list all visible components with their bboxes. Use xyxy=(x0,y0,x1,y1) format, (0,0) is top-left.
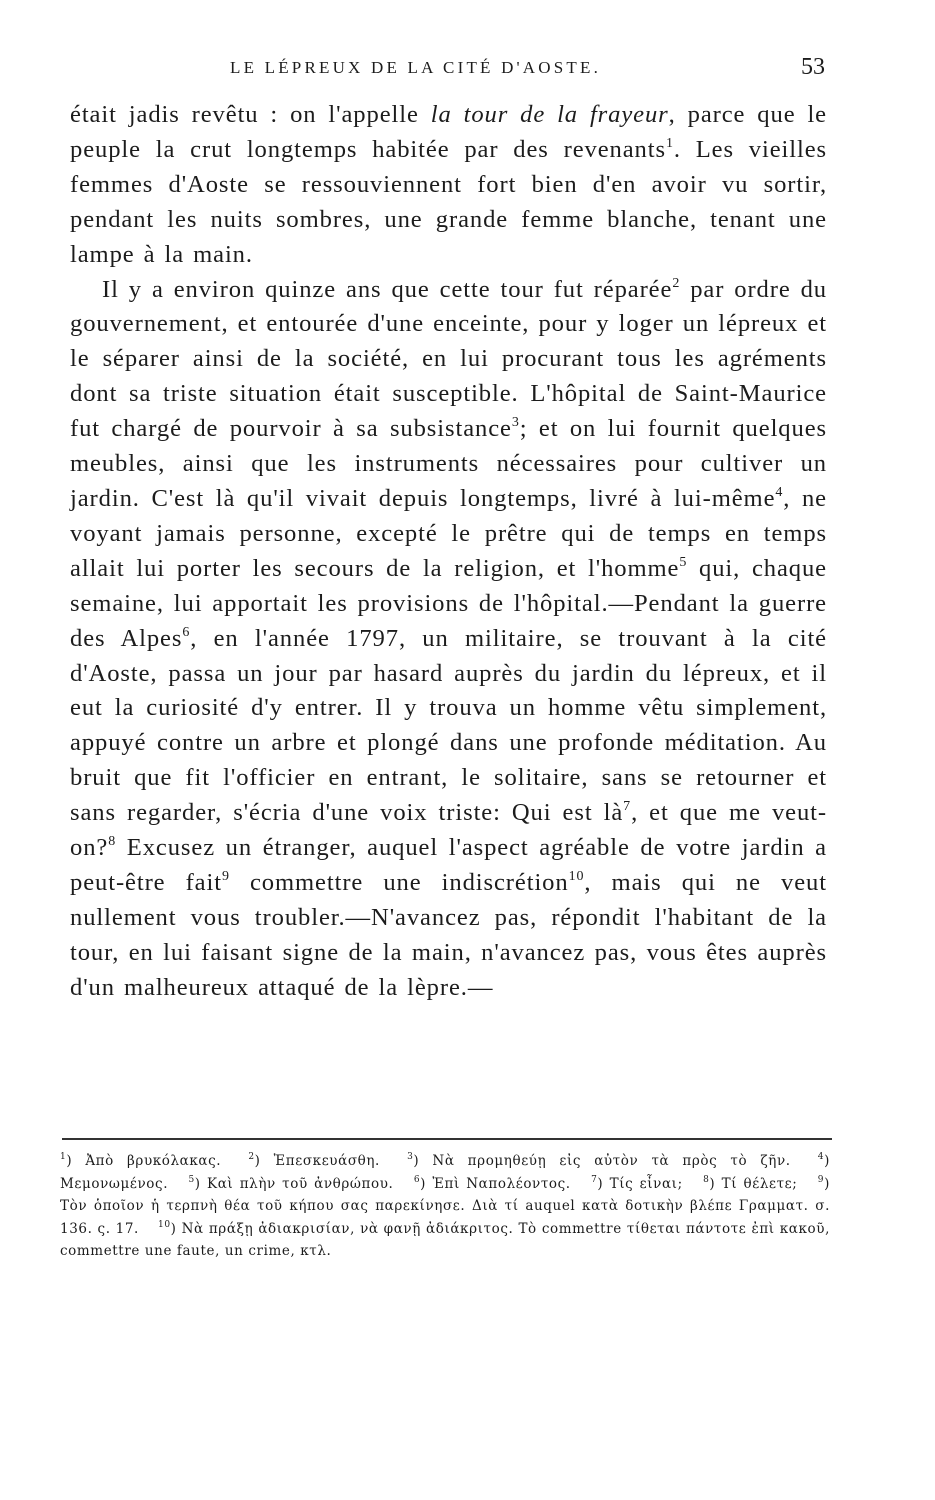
footnote-ref: 9 xyxy=(221,868,230,884)
text-run: , ne voyant jamais personne, excepté le prêtre qui de temps en temps allait lui porter les secours de la religion, et l'homme xyxy=(70,484,827,582)
text-run: par ordre du gouvernement, et entourée d'une enceinte, pour y loger un lépreux et le séparer ainsi de la société, en lui procurant tous les agréments dont sa triste situation était susceptible. L'hôpital de Saint-Maurice fut chargé de pourvoir à sa subsistance xyxy=(70,275,828,443)
running-title: LE LÉPREUX DE LA CITÉ D'AOSTE. xyxy=(230,58,602,77)
text-run: , mais qui ne veut nullement vous troubler.—N'avancez pas, répondit l'habitant de la tour, en lui faisant signe de la main, n'avancez pas, vous êtes auprès d'un malheureux attaqué de la lèpre.— xyxy=(70,868,827,1001)
footnote-ref: 1 xyxy=(665,135,674,151)
footnote-ref: 2 xyxy=(672,275,681,291)
text-run: Il y a environ quinze ans que cette tour fut réparée xyxy=(102,275,673,303)
footnote-2: $^2$) Ἐπεσκευάσθη. xyxy=(248,1152,380,1169)
footnote-4: $^4$) Μεμονωμένος. xyxy=(60,1152,830,1192)
footnote-6: $^6$) Ἐπὶ Ναπολέοντος. xyxy=(413,1174,571,1192)
text-run: , et que me veut-on? xyxy=(70,799,827,862)
footnote-10: $^{10}$) Νὰ πράξῃ ἀδιακρισίαν, νὰ φανῇ ἀδιάκριτος. Τὸ commettre τίθεται πάντοτε ἐπὶ κακοῦ, commettre une faute, un crime, κτλ. xyxy=(60,1219,830,1259)
footnote-ref: 3 xyxy=(511,415,520,431)
footnote-divider xyxy=(62,1138,832,1140)
running-head xyxy=(70,54,825,88)
text-run: , en l'année 1797, un militaire, se trouvant à la cité d'Aoste, passa un jour par hasard auprès du jardin du lépreux, et il eut la curiosité d'y entrer. Il y trouva un homme vêtu simplement, appuyé contre un arbre et plongé dans une profonde méditation. Au bruit que fit l'officier en entrant, le solitaire, sans se retourner et sans regarder, s'écria d'une voix triste: Qui est là xyxy=(70,624,827,827)
text-run: , parce que le peuple la crut longtemps habitée par des revenants xyxy=(70,101,828,163)
footnote-8: $^8$) Τί θέλετε; xyxy=(703,1174,798,1192)
italic-phrase: la tour de la frayeur xyxy=(430,101,669,128)
footnote-7: $^7$) Τίς εἶναι; xyxy=(591,1174,683,1192)
page-number: 53 xyxy=(801,54,825,80)
footnote-ref: 6 xyxy=(182,624,191,640)
footnote-5: $^5$) Καὶ πλὴν τοῦ ἀνθρώπου. xyxy=(188,1174,394,1192)
footnote-ref: 4 xyxy=(775,484,784,500)
footnotes xyxy=(60,1150,830,1263)
footnote-1: $^1$) Ἀπὸ βρυκόλακας. xyxy=(60,1152,222,1169)
footnote-ref: 8 xyxy=(108,834,117,850)
text-run: Excusez un étranger, auquel l'aspect agréable de votre jardin a peut-être fait xyxy=(70,834,827,896)
text-run: commettre une indiscrétion xyxy=(229,868,569,896)
body-text xyxy=(70,98,827,1006)
footnote-ref: 10 xyxy=(568,868,585,884)
paragraph-1 xyxy=(70,98,827,273)
footnote-3: $^3$) Νὰ προμηθεύῃ εἰς αὐτὸν τὰ πρὸς τὸ ζῆν. xyxy=(407,1152,791,1169)
paragraph-2 xyxy=(70,273,827,1006)
footnote-ref: 7 xyxy=(623,799,632,815)
text-run: qui, chaque semaine, lui apportait les provisions de l'hôpital.—Pendant la guerre des Alpes xyxy=(70,554,827,652)
text-run: était jadis revêtu : on l'appelle xyxy=(70,101,431,128)
text-run: . Les vieilles femmes d'Aoste se ressouviennent fort bien d'en avoir vu sortir, pendant les nuits sombres, une grande femme blanche, tenant une lampe à la main. xyxy=(70,135,827,268)
footnote-ref: 5 xyxy=(679,554,688,570)
text-run: ; et on lui fournit quelques meubles, ainsi que les instruments nécessaires pour cultiver un jardin. C'est là qu'il vivait depuis longtemps, livré à lui-même xyxy=(70,415,827,512)
footnote-9: $^9$) Τὸν ὁποῖον ἡ τερπνὴ θέα τοῦ κήπου σας παρεκίνησε. Διὰ τί auquel κατὰ δοτικὴν βλέπε Γραμματ. σ. 136. ς. 17. xyxy=(60,1174,830,1237)
